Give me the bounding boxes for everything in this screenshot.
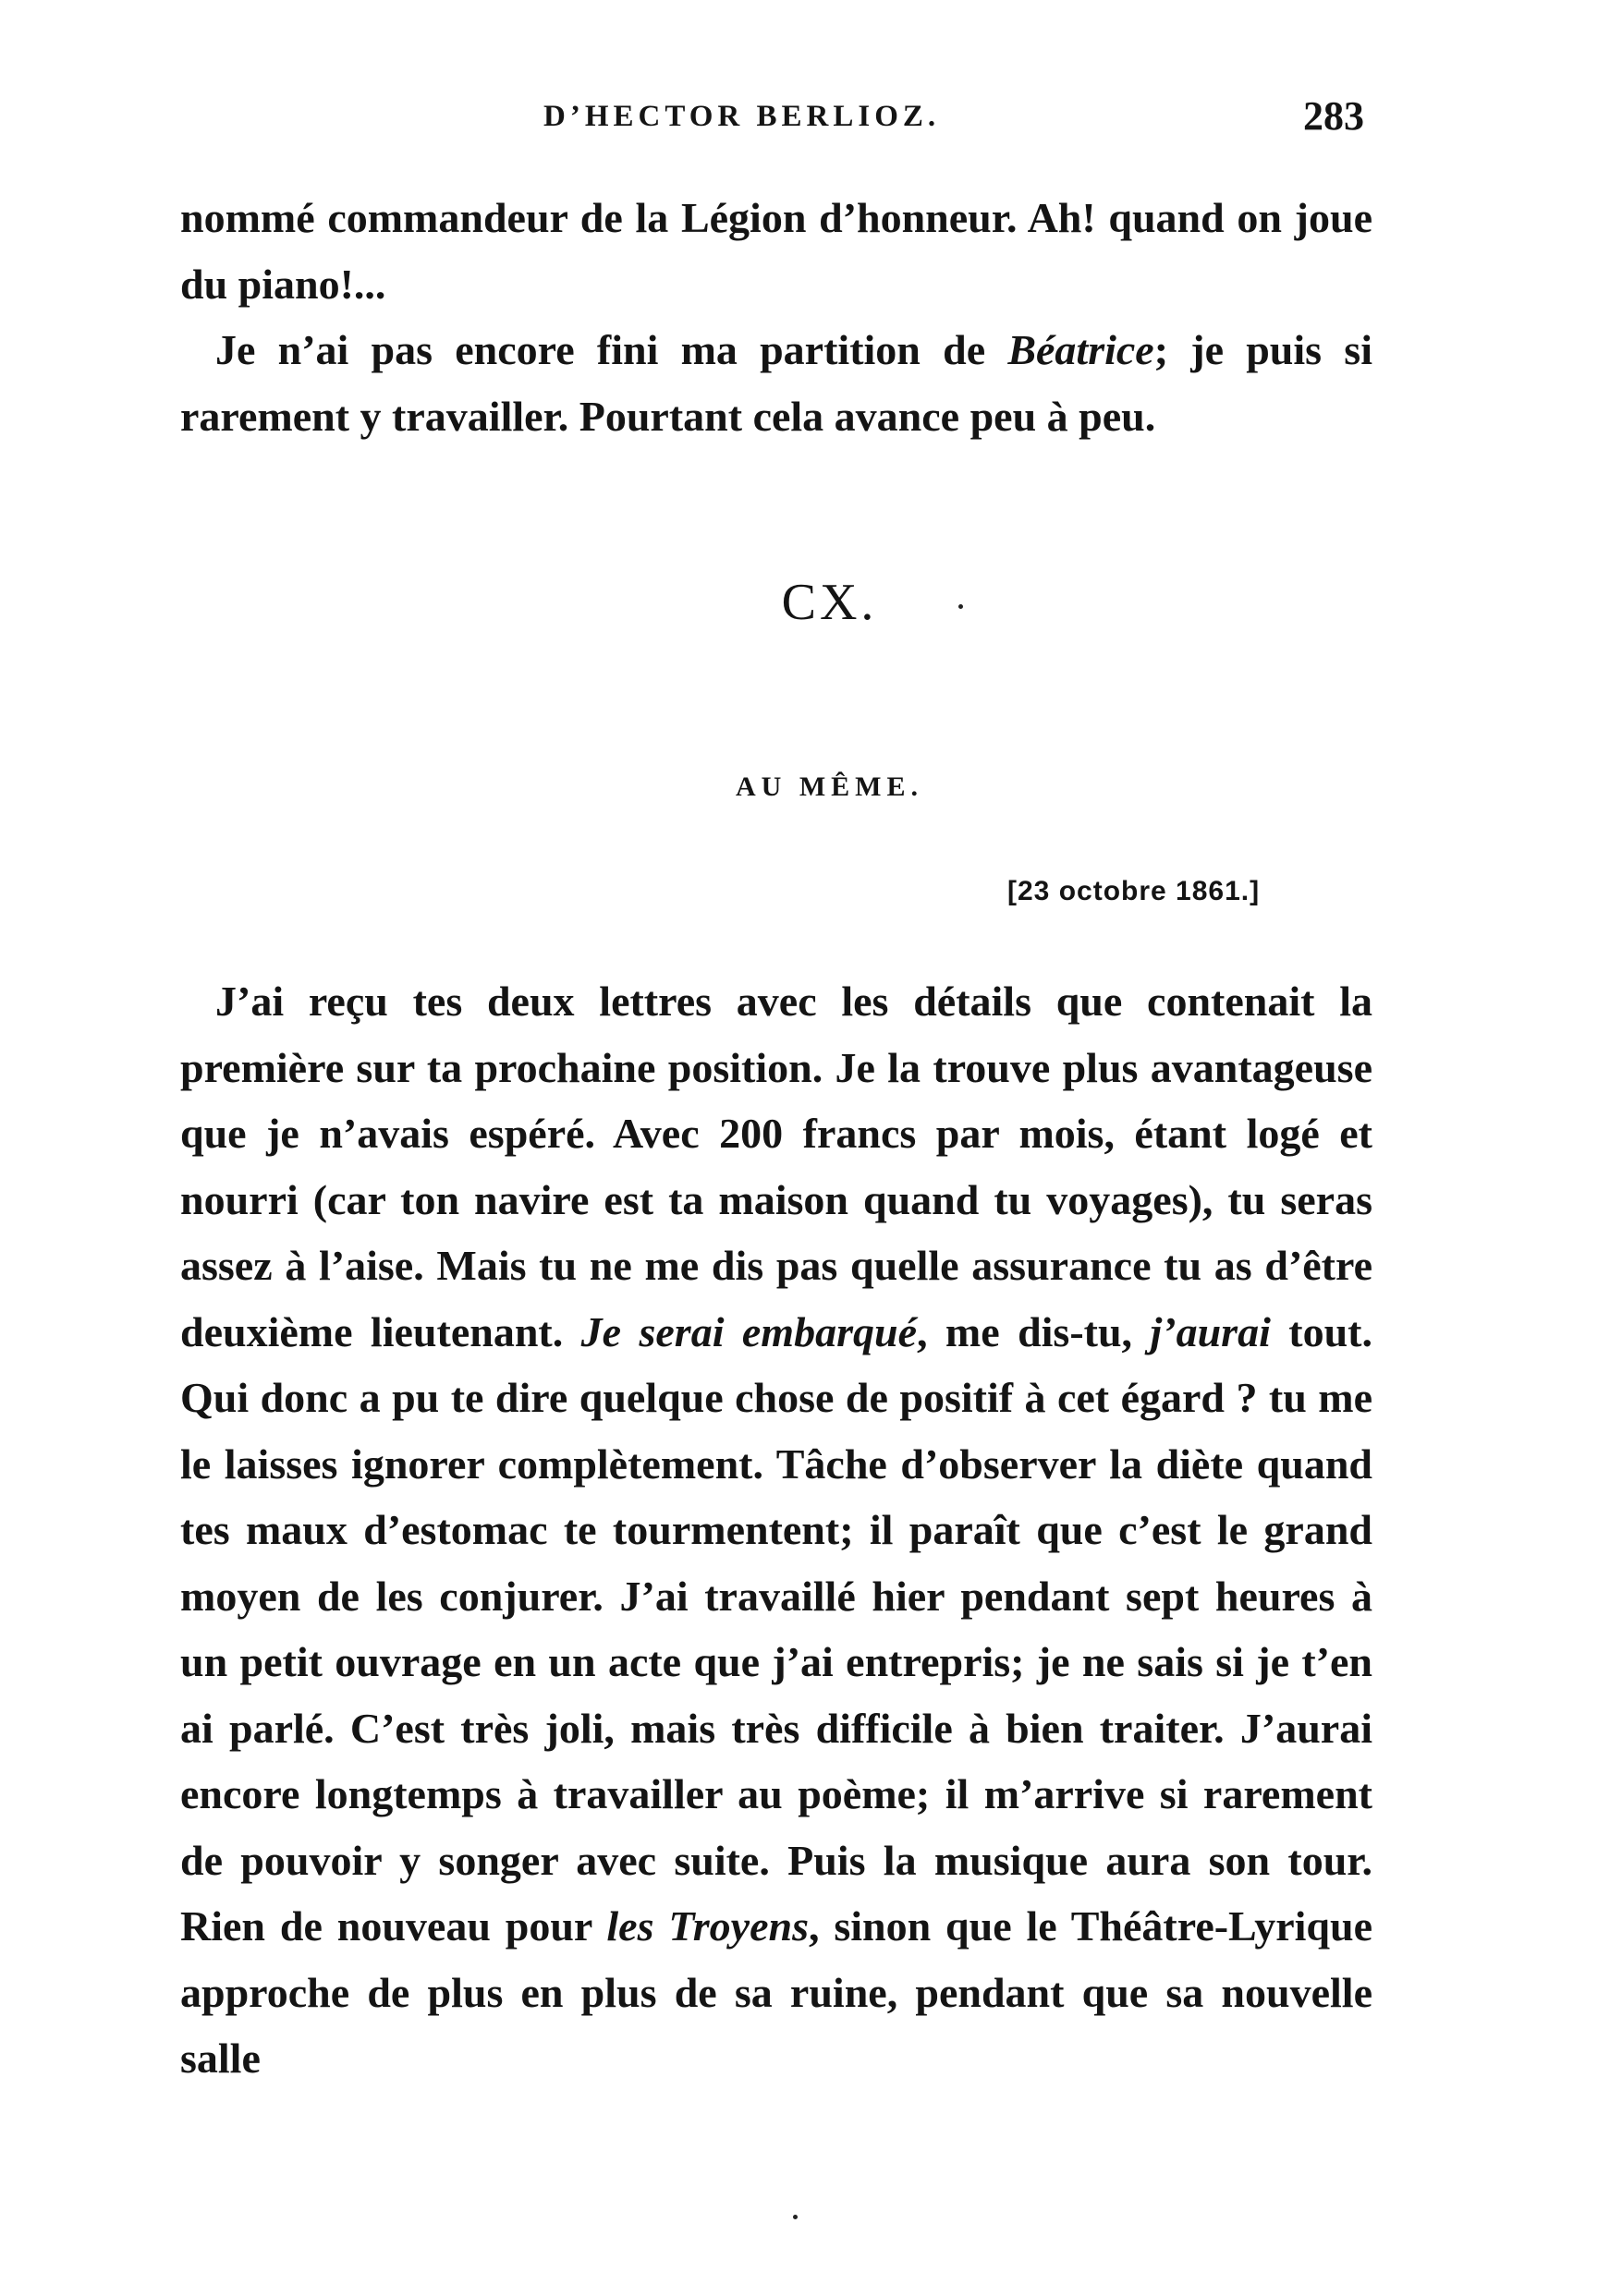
- print-speck: [958, 604, 963, 609]
- running-head: [0, 93, 1622, 155]
- paragraph-text: , me dis-tu,: [917, 1307, 1151, 1355]
- letter-date: [23 octobre 1861.]: [1007, 876, 1261, 906]
- paragraph: [180, 185, 1372, 317]
- letter-body: [180, 968, 1372, 2092]
- paragraph-text: nommé commandeur de la Légion d’honneur. Ah! quand on joue du piano!...: [180, 194, 1372, 308]
- running-title: D’HECTOR BERLIOZ.: [543, 100, 941, 133]
- paragraph-text: , sinon que le Théâtre-Lyrique approche de plus en plus de sa ruine, pendant que sa nouvelle salle: [180, 1902, 1372, 2082]
- work-title-beatrice: Béatrice: [1007, 326, 1154, 373]
- paragraph-text: Je n’ai pas encore fini ma partition de: [215, 326, 1008, 373]
- letter-addressee: AU MÊME.: [736, 771, 923, 802]
- paragraph-text: J’ai reçu tes deux lettres avec les détails que contenait la première sur ta prochaine position. Je la trouve plus avantageuse que je n’avais espéré. Avec 200 francs par mois, étant logé et nourri (car ton navire est ta maison quand tu voyages), tu seras assez à l’aise. Mais tu ne me dis pas quelle assurance tu as d’être deuxième lieutenant.: [180, 978, 1372, 1355]
- page-number: 283: [1303, 93, 1364, 139]
- letter-number: CX.: [781, 574, 878, 631]
- previous-letter-ending: [180, 185, 1372, 449]
- paragraph: [180, 317, 1372, 449]
- quoted-phrase: j’aurai: [1150, 1307, 1271, 1355]
- paragraph: [180, 968, 1372, 2092]
- print-speck: [793, 2215, 798, 2219]
- paragraph-text: tout. Qui donc a pu te dire quelque chose de positif à cet égard ? tu me le laisses ignorer complètement. Tâche d’observer la diète quand tes maux d’estomac te tourmentent; il paraît que c’est le grand moyen de les conjurer. J’ai travaillé hier pendant sept heures à un petit ouvrage en un acte que j’ai entrepris; je ne sais si je t’en ai parlé. C’est très joli, mais très difficile à bien traiter. J’aurai encore longtemps à travailler au poème; il m’arrive si rarement de pouvoir y songer avec suite. Puis la musique aura son tour. Rien de nouveau pour: [180, 1307, 1372, 1950]
- paragraph-text: ; je puis si rarement y travailler. Pourtant cela avance peu à peu.: [180, 326, 1372, 440]
- work-title-troyens: les Troyens: [606, 1902, 809, 1950]
- quoted-phrase: Je serai embarqué: [580, 1307, 917, 1355]
